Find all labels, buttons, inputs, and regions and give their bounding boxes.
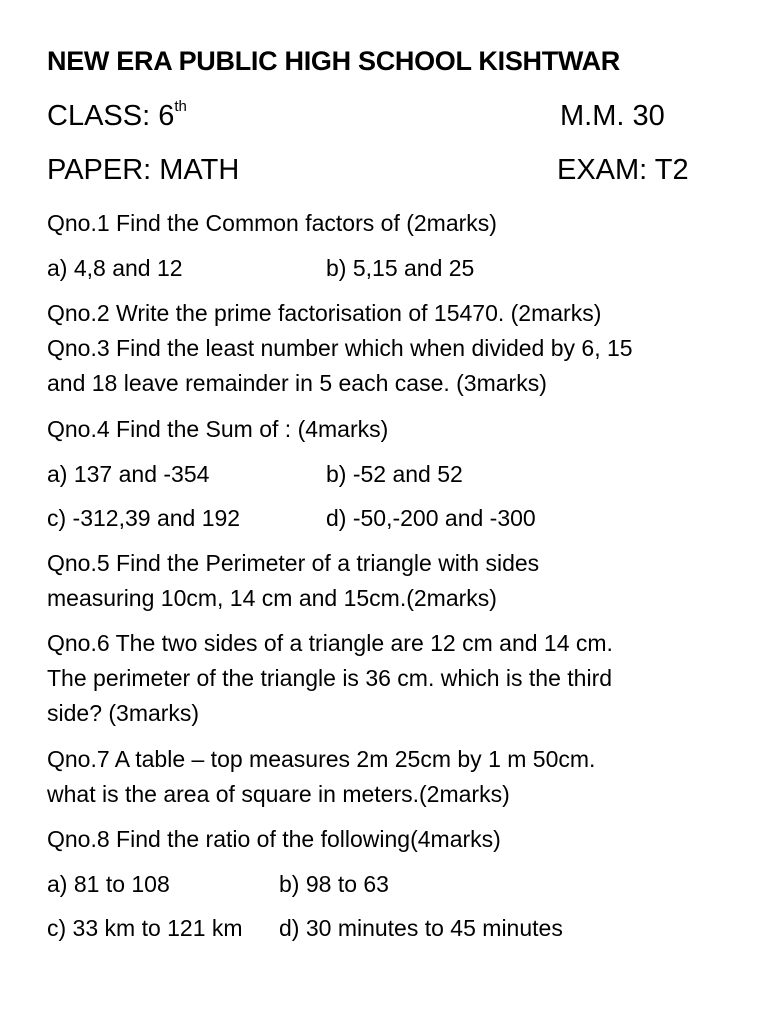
question-1-option-b: b) 5,15 and 25	[326, 255, 475, 281]
class-label: CLASS: 6th	[47, 98, 187, 132]
question-6-line-2: The perimeter of the triangle is 36 cm. which is the third	[47, 665, 613, 691]
paper-label: PAPER: MATH	[47, 154, 240, 186]
question-8-option-b: b) 98 to 63	[279, 871, 389, 897]
max-marks: M.M. 30	[560, 100, 665, 132]
question-8-option-d: d) 30 minutes to 45 minutes	[279, 915, 563, 941]
question-4: Qno.4 Find the Sum of : (4marks)	[47, 416, 389, 442]
question-4-option-d: d) -50,-200 and -300	[326, 505, 536, 531]
question-3-line-2: and 18 leave remainder in 5 each case. (3marks)	[47, 370, 547, 396]
question-5-line-1: Qno.5 Find the Perimeter of a triangle with sides	[47, 550, 540, 576]
question-8: Qno.8 Find the ratio of the following(4marks)	[47, 826, 501, 852]
class-superscript: th	[174, 98, 187, 115]
question-1: Qno.1 Find the Common factors of (2marks)	[47, 210, 497, 236]
question-6-line-1: Qno.6 The two sides of a triangle are 12 cm and 14 cm.	[47, 630, 613, 656]
question-7-line-1: Qno.7 A table – top measures 2m 25cm by 1 m 50cm.	[47, 746, 596, 772]
exam-label: EXAM: T2	[557, 154, 689, 186]
question-4-option-b: b) -52 and 52	[326, 461, 463, 487]
question-4-option-c: c) -312,39 and 192	[47, 505, 241, 531]
question-5-line-2: measuring 10cm, 14 cm and 15cm.(2marks)	[47, 585, 497, 611]
question-7-line-2: what is the area of square in meters.(2marks)	[47, 781, 510, 807]
question-3-line-1: Qno.3 Find the least number which when divided by 6, 15	[47, 335, 633, 361]
question-2: Qno.2 Write the prime factorisation of 15470. (2marks)	[47, 300, 602, 326]
question-8-option-c: c) 33 km to 121 km	[47, 915, 243, 941]
question-6-line-3: side? (3marks)	[47, 700, 200, 726]
question-8-option-a: a) 81 to 108	[47, 871, 170, 897]
question-4-option-a: a) 137 and -354	[47, 461, 210, 487]
school-name: NEW ERA PUBLIC HIGH SCHOOL KISHTWAR	[47, 46, 621, 76]
question-1-option-a: a) 4,8 and 12	[47, 255, 183, 281]
